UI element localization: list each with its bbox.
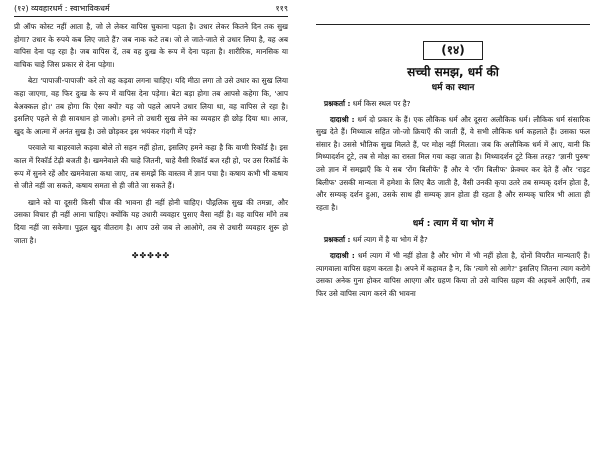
chapter-title: सच्ची समझ, धर्म की bbox=[407, 65, 499, 79]
left-paragraph-3: परवाले या बाहरवाले कड़वा बोले तो सहन नहीं होता, इसलिए हमने कहा है कि वाणी रिकॉर्ड है। इस काल में रिकॉर्ड टेढ़ी बजती है। खमनेवाले की चाहे जितनी, चाहे वैसी रिकॉर्ड बज रही हो, पर उस रिकॉर्ड के रूप में सुनने रहें और खमनेवाला कथा जाए, तब समझें कि वास्तव में ज्ञान पचा है। कषाय कभी भी कषाय से जीते नहीं जा सकते, कषाय समता से ही जीते जा सकते हैं। bbox=[14, 143, 288, 191]
question-1-label: प्रश्नकर्ता : bbox=[324, 99, 351, 108]
left-running-header bbox=[14, 4, 288, 16]
answer-2-label: दादाश्री : bbox=[330, 250, 355, 260]
section-title-2: धर्म : त्याग में या भोग में bbox=[412, 219, 494, 230]
chapter-number: (१४) bbox=[423, 41, 483, 60]
question-2-text: धर्म त्याग में है या भोग में है? bbox=[352, 235, 428, 245]
section-title-1: धर्म का स्थान bbox=[431, 83, 475, 93]
answer-2-text: धर्म त्याग में भी नहीं होता है और भोग में भी नहीं होता है, दोनों विपरीत मान्यताएँ हैं। त्यागवाला वापिस ग्रहण करता है। अपने में कहावत है न, कि 'त्यागे सो आगे?' इसलिए जितना त्याग करोगे उसका अनेक गुना होकर वापिस आएगा और ग्रहण किया तो उसे वापिस ग्रहण की अड़चनें आएँगी, तब फिर उसे वापिस त्याग करने की भावना bbox=[316, 250, 590, 298]
left-paragraph-4: खाने को या दूसरी किसी चीज की भावना ही नहीं होनी चाहिए। पौद्गलिक सुख की तमन्ना, और उसका विचार ही नहीं आना चाहिए। क्योंकि यह उधारी व्यवहार पुसाए वैसा नहीं है। वह वापिस माँगे तब दिया नहीं जा सकेगा। पुद्गल खुद वीतराग है। आप उसे जब ले आओगे, तब से उधारी व्यवहार शुरू हो जाता है। bbox=[14, 197, 288, 245]
right-page bbox=[300, 0, 600, 463]
answer-1-label: दादाश्री : bbox=[330, 114, 355, 124]
question-2 bbox=[316, 234, 590, 247]
right-header-rule bbox=[316, 24, 590, 25]
left-paragraph-1: प्री ऑफ कोस्ट नहीं आता है, जो ले लेकर वापिस चुकाना पड़ता है। उधार लेकर कितने दिन तक सुख होगा? उधार के रुपये कब लिए जाते हैं? जब नाक कटे तब। जो ले जाते-जाते से उधार लिया है, वह अब वापिस देना पड़ रहा है। जब वापिस दें, तब वह दुःख के रूप में देना पड़ता है। शारीरिक, मानसिक या वाचिक चाहे जिस प्रकार से देना पड़ेगा। bbox=[14, 22, 288, 69]
left-header-rule bbox=[14, 16, 288, 17]
answer-2 bbox=[316, 250, 590, 300]
section-end-ornament: ✤✤✤✤✤ bbox=[131, 251, 171, 261]
left-header-section: (१२) व्यवहारधर्म : स्वाभाविकधर्म bbox=[14, 4, 110, 13]
question-2-label: प्रश्नकर्ता : bbox=[324, 235, 351, 245]
left-page-number: ११९ bbox=[275, 4, 288, 13]
question-1-text: धर्म किस स्थल पर है? bbox=[352, 99, 411, 108]
left-paragraph-2: बेटा 'पापाजी-पापाजी' करे तो वह कड़वा लगना चाहिए। यदि मीठा लगा तो उसे उधार का सुख लिया कहा जाएगा, वह फिर दुःख के रूप में वापिस देना पड़ेगा। बेटा बड़ा होगा तब आपसे कहेगा कि, 'आप बेअक्कल हो।' तब होगा कि ऐसा क्यों? यह जो पहले आपने उधार लिया था, वह वापिस ले रहा है। इसलिए पहले से ही सावधान हो जाओ। हमने तो उधारी सुख लेने का व्यवहार ही छोड़ दिया था। आज, खुद के आत्मा में अनंत सुख है। उसे छोड़कर इस भयंकर गंदगी में पड़ें? bbox=[14, 76, 288, 136]
answer-1-text: धर्म दो प्रकार के हैं। एक लौकिक धर्म और दूसरा अलौकिक धर्म। लौकिक धर्म संसारिक सुख देते हैं। मिथ्यात्व सहित जो-जो क्रियाएँ की जाती हैं, वे सभी लौकिक धर्म कहलाते हैं। उसका फल संसार है। उससे भौतिक सुख मिलते हैं, पर मोक्ष नहीं मिलता। जब कि अलौकिक धर्म में आए, यानी कि मिथ्यादर्शन टूटे, तब से मोक्ष का रास्ता मिल गया कहा जाता है। मिथ्यादर्शन टूटे किस तरह? 'ज्ञानी पुरुष' उसे ज्ञान में समझाएँ कि ये सब 'रोंग बिलीफें' हैं और ये 'राँग बिलीफ' फ्रेक्चर कर देते हैं और 'राइट बिलीफ' उसकी मान्यता में हमेशा के लिए बैठ जाती है, वैसी उनकी कृपा उतरे तब सम्यक् दर्शन होता है, और सम्यक् दर्शन हुआ, उसके साथ ही सम्यक् ज्ञान होता ही रहता है और सम्यक् चारित्र भी आता ही रहता है। bbox=[316, 114, 590, 212]
answer-1 bbox=[316, 114, 590, 215]
question-1 bbox=[316, 98, 590, 111]
